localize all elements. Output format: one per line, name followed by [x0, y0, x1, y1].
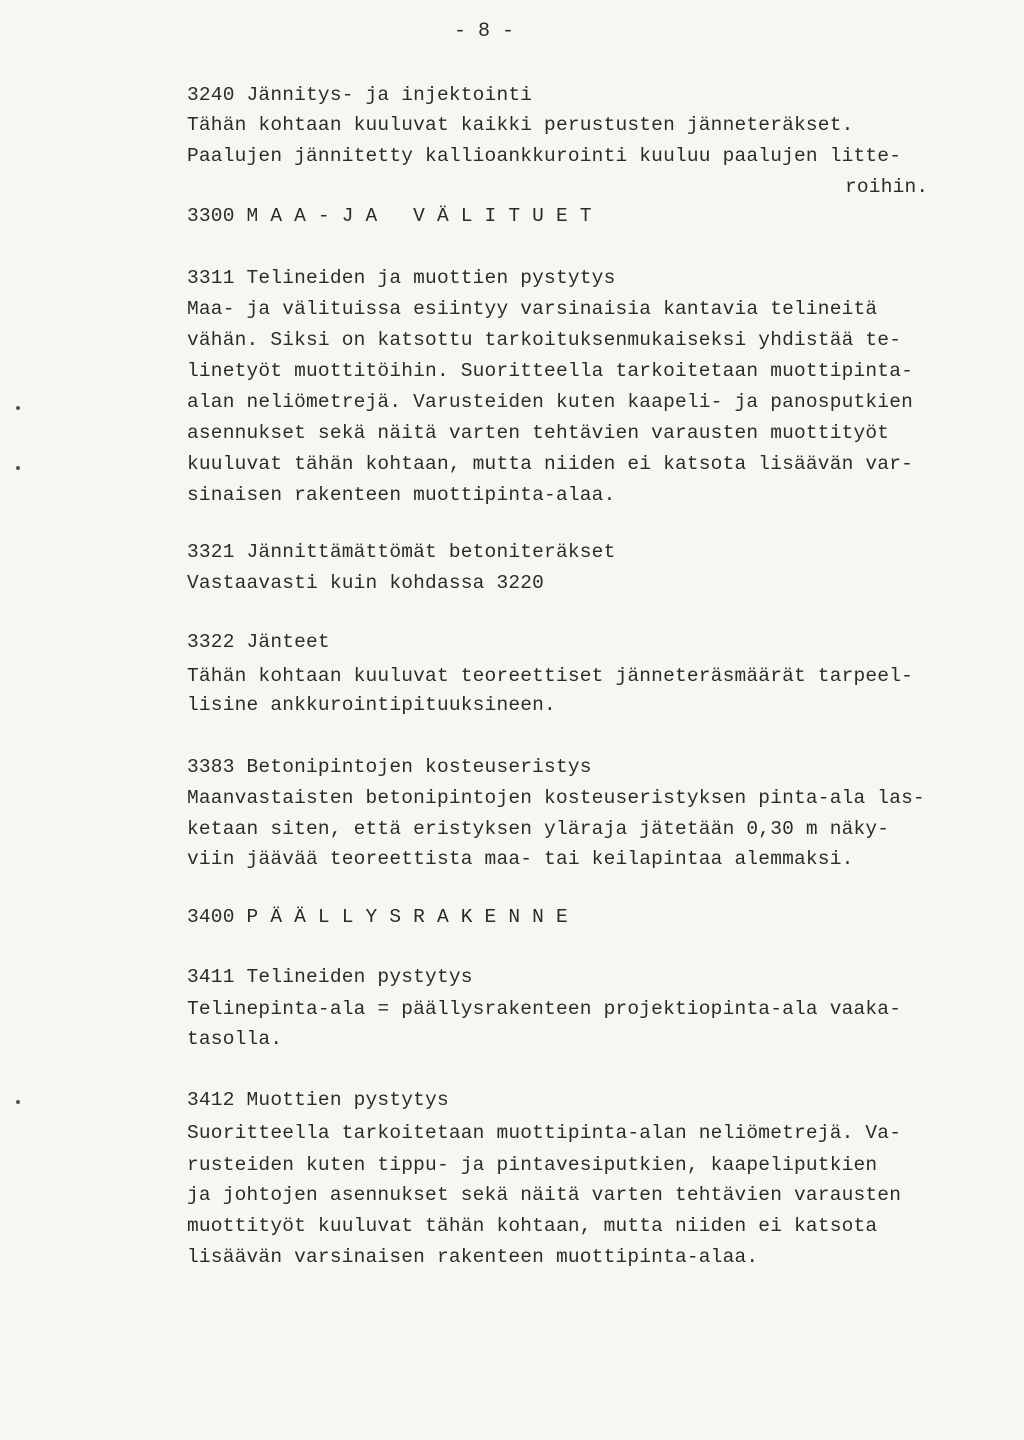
text-line: linetyöt muottitöihin. Suoritteella tarkoitetaan muottipinta- [187, 360, 914, 382]
margin-dot [16, 466, 20, 470]
text-line: viin jäävää teoreettista maa- tai keilapintaa alemmaksi. [187, 848, 854, 870]
text-line: kuuluvat tähän kohtaan, mutta niiden ei katsota lisäävän var- [187, 453, 914, 475]
text-line: asennukset sekä näitä varten tehtävien varausten muottityöt [187, 422, 890, 444]
text-line: Vastaavasti kuin kohdassa 3220 [187, 572, 545, 594]
heading-3300: 3300 M A A - J A V Ä L I T U E T [187, 205, 592, 227]
text-line: muottityöt kuuluvat tähän kohtaan, mutta niiden ei katsota [187, 1215, 878, 1237]
text-line: Tähän kohtaan kuuluvat teoreettiset jänneteräsmäärät tarpeel- [187, 665, 914, 687]
text-line: rusteiden kuten tippu- ja pintavesiputkien, kaapeliputkien [187, 1154, 878, 1176]
heading-3383: 3383 Betonipintojen kosteuseristys [187, 756, 592, 778]
heading-3311: 3311 Telineiden ja muottien pystytys [187, 267, 616, 289]
text-line: ketaan siten, että eristyksen yläraja jätetään 0,30 m näky- [187, 818, 890, 840]
heading-3412: 3412 Muottien pystytys [187, 1089, 449, 1111]
text-line: sinaisen rakenteen muottipinta-alaa. [187, 484, 616, 506]
text-line: Telinepinta-ala = päällysrakenteen projektiopinta-ala vaaka- [187, 998, 902, 1020]
text-line: tasolla. [187, 1028, 283, 1050]
margin-dot [16, 1100, 20, 1104]
heading-3321: 3321 Jännittämättömät betoniteräkset [187, 541, 616, 563]
heading-3400: 3400 P Ä Ä L L Y S R A K E N N E [187, 906, 568, 928]
margin-dot [16, 406, 20, 410]
text-line: Tähän kohtaan kuuluvat kaikki perustusten jänneteräkset. [187, 114, 854, 136]
text-line: Maanvastaisten betonipintojen kosteuseristyksen pinta-ala las- [187, 787, 925, 809]
text-line: ja johtojen asennukset sekä näitä varten tehtävien varausten [187, 1184, 902, 1206]
text-line: roihin. [845, 176, 929, 198]
text-line: Paalujen jännitetty kallioankkurointi kuuluu paalujen litte- [187, 145, 902, 167]
page-number: - 8 - [453, 20, 514, 43]
heading-3240: 3240 Jännitys- ja injektointi [187, 84, 533, 106]
text-line: lisine ankkurointipituuksineen. [187, 694, 556, 716]
text-line: vähän. Siksi on katsottu tarkoituksenmukaiseksi yhdistää te- [187, 329, 902, 351]
text-line: lisäävän varsinaisen rakenteen muottipinta-alaa. [187, 1246, 759, 1268]
text-line: Maa- ja välituissa esiintyy varsinaisia kantavia telineitä [187, 298, 878, 320]
heading-3411: 3411 Telineiden pystytys [187, 966, 473, 988]
text-line: alan neliömetrejä. Varusteiden kuten kaapeli- ja panosputkien [187, 391, 914, 413]
heading-3322: 3322 Jänteet [187, 631, 330, 653]
text-line: Suoritteella tarkoitetaan muottipinta-alan neliömetrejä. Va- [187, 1122, 902, 1144]
